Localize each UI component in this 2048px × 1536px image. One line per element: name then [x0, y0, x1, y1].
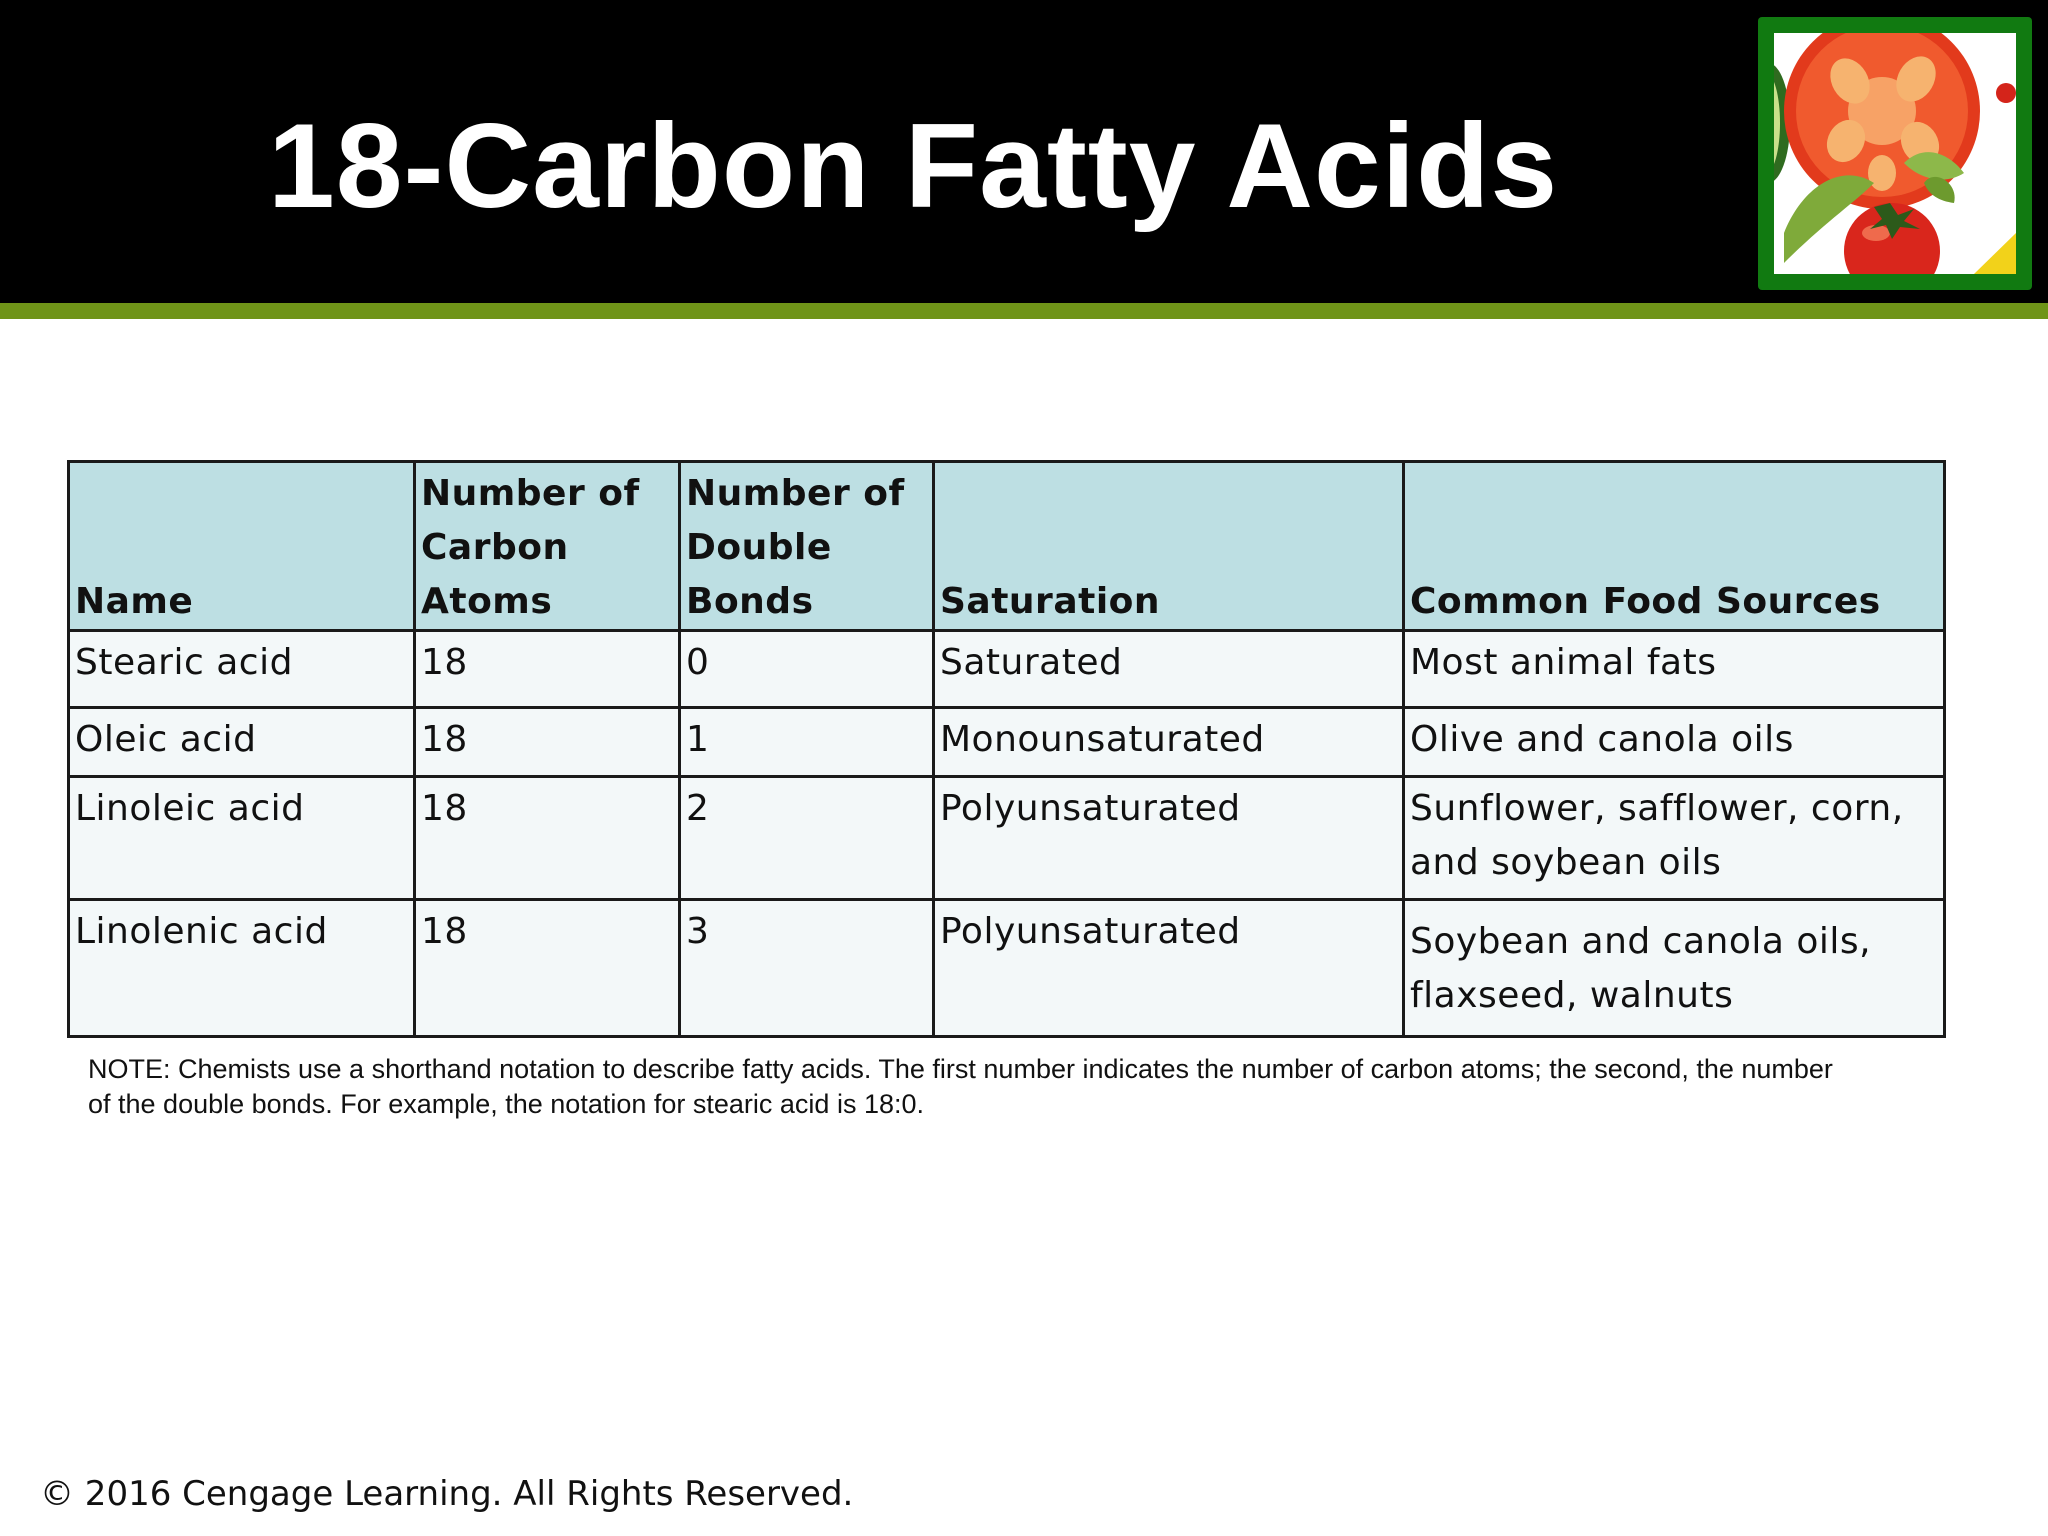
vegetable-photo-frame — [1758, 17, 2032, 290]
table-header-row — [69, 462, 1945, 631]
cell-double-bonds: 0 — [680, 631, 934, 708]
column-header-saturation: Saturation — [934, 462, 1404, 631]
column-header-name: Name — [69, 462, 415, 631]
tomato-illustration-icon — [1774, 33, 2016, 274]
table-row — [69, 631, 1945, 708]
cell-double-bonds: 2 — [680, 777, 934, 900]
column-header-double-bonds: Number of Double Bonds — [680, 462, 934, 631]
cell-food-sources: Olive and canola oils — [1404, 708, 1945, 777]
cell-double-bonds: 3 — [680, 900, 934, 1037]
table-footnote: NOTE: Chemists use a shorthand notation to describe fatty acids. The first number indicates the number of carbon atoms; the second, the number of the double bonds. For example, the notation for stearic acid is 18:0. — [88, 1054, 1833, 1119]
fatty-acids-table — [67, 460, 1946, 1038]
slide-title: 18-Carbon Fatty Acids — [268, 99, 1559, 233]
fatty-acids-table-container — [67, 460, 1943, 1038]
column-header-carbon-atoms: Number of Carbon Atoms — [415, 462, 680, 631]
copyright-notice: © 2016 Cengage Learning. All Rights Reserved. — [40, 1474, 854, 1514]
cell-food-sources: Sunflower, safflower, corn, and soybean oils — [1404, 777, 1945, 900]
vegetable-photo — [1774, 33, 2016, 274]
table-row — [69, 777, 1945, 900]
cell-name: Oleic acid — [69, 708, 415, 777]
cell-carbon-atoms: 18 — [415, 900, 680, 1037]
cell-carbon-atoms: 18 — [415, 708, 680, 777]
cell-carbon-atoms: 18 — [415, 777, 680, 900]
cell-carbon-atoms: 18 — [415, 631, 680, 708]
cell-name: Linolenic acid — [69, 900, 415, 1037]
cell-food-sources: Most animal fats — [1404, 631, 1945, 708]
cell-saturation: Polyunsaturated — [934, 777, 1404, 900]
header-accent-stripe — [0, 303, 2048, 319]
cell-name: Stearic acid — [69, 631, 415, 708]
cell-name: Linoleic acid — [69, 777, 415, 900]
table-row — [69, 900, 1945, 1037]
cell-saturation: Polyunsaturated — [934, 900, 1404, 1037]
cell-saturation: Saturated — [934, 631, 1404, 708]
cell-saturation: Monounsaturated — [934, 708, 1404, 777]
column-header-food-sources: Common Food Sources — [1404, 462, 1945, 631]
table-row — [69, 708, 1945, 777]
cell-food-sources: Soybean and canola oils, flaxseed, walnuts — [1404, 900, 1945, 1037]
cell-double-bonds: 1 — [680, 708, 934, 777]
